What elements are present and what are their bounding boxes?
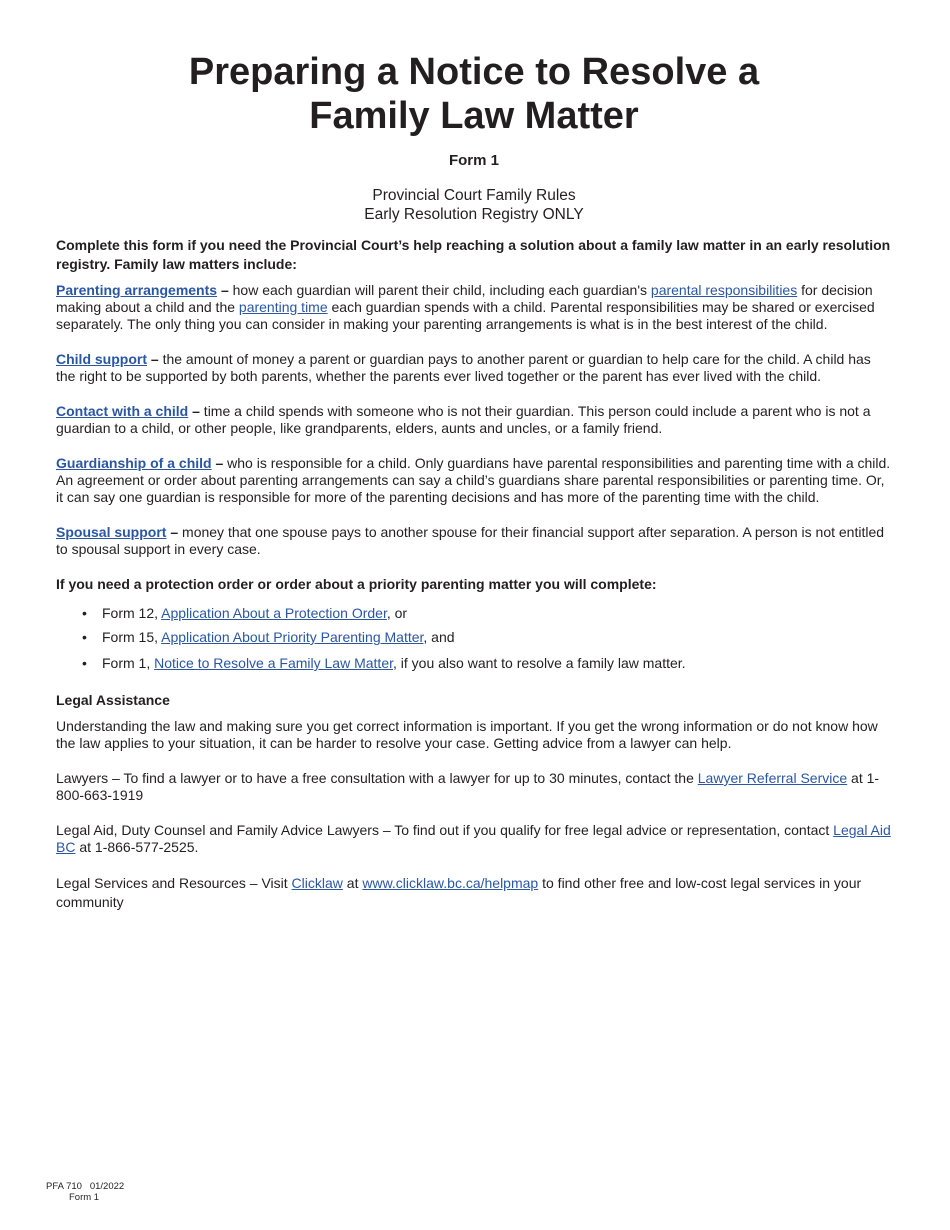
list-item	[82, 605, 892, 622]
definition-parenting	[56, 282, 892, 333]
lawyers-paragraph	[56, 770, 892, 804]
list-item-suffix: , if you also want to resolve a family law matter.	[393, 655, 686, 671]
definition-text: each guardian spends with a child. Parental responsibilities may be shared or exercised separately. The only thing you can consider in making your parenting arrangements is what is in the best interest of the child.	[56, 299, 875, 332]
definition-text: money that one spouse pays to another spouse for their financial support after separation. A person is not entitled to spousal support in every case.	[56, 524, 885, 557]
paragraph-text: Lawyers – To find a lawyer or to have a free consultation with a lawyer for up to 30 minutes, contact the	[56, 770, 698, 786]
definition-child-support	[56, 351, 892, 385]
legal-intro: Understanding the law and making sure you get correct information is important. If you get the wrong information or do not know how the law applies to your situation, it can be harder to resolve your case. Getting advice from a lawyer can help.	[56, 718, 878, 751]
clicklaw-link[interactable]: Clicklaw	[291, 875, 343, 891]
definition-text: how each guardian will parent their child, including each guardian's	[228, 282, 651, 298]
form-label: Form 1	[448, 152, 499, 169]
helpmap-url-link[interactable]: www.clicklaw.bc.ca/helpmap	[362, 875, 539, 891]
page-footer	[46, 1181, 124, 1203]
list-item-prefix: Form 12,	[102, 605, 162, 621]
paragraph-text: Legal Aid, Duty Counsel and Family Advice Lawyers – To find out if you qualify for free legal advice or representation, contact	[56, 822, 834, 838]
paragraph-text: at 1-866-577-2525.	[75, 839, 199, 855]
list-item-suffix: , and	[423, 629, 455, 645]
rules-line-2: Early Resolution Registry ONLY	[364, 206, 584, 223]
parenting-arrangements-link[interactable]: Parenting arrangements	[56, 282, 218, 298]
dash: –	[217, 282, 229, 298]
form-list	[56, 605, 892, 672]
paragraph-text: to find other free and low-cost legal services in your community	[56, 875, 862, 910]
notice-to-resolve-link[interactable]: Notice to Resolve a Family Law Matter	[154, 655, 393, 671]
priority-parenting-link[interactable]: Application About Priority Parenting Matter	[161, 629, 424, 645]
definition-text: for decision making about a child and the	[56, 282, 873, 315]
legal-assistance-heading: Legal Assistance	[56, 692, 170, 708]
list-item-prefix: Form 15,	[102, 629, 162, 645]
dash: –	[211, 455, 224, 471]
parental-responsibilities-link[interactable]: parental responsibilities	[650, 282, 798, 298]
definition-text: who is responsible for a child. Only guardians have parental responsibilities and parenting time with a child. An agreement or order about parenting arrangements can say a child’s guardians share parental responsibilities or parenting time. Or, it can say one guardian is responsible for more of the parenting decisions and has more of the parenting time with the child.	[56, 455, 891, 505]
legal-aid-paragraph	[56, 822, 892, 856]
rules-line-1: Provincial Court Family Rules	[372, 187, 576, 204]
paragraph-text: at	[342, 875, 363, 891]
paragraph-text: Legal Services and Resources – Visit	[56, 875, 292, 891]
intro-text: Complete this form if you need the Provincial Court’s help reaching a solution about a family law matter in an early resolution registry. Family law matters include:	[56, 237, 891, 272]
contact-with-child-link[interactable]: Contact with a child	[56, 403, 189, 419]
paragraph-text: at 1-800-663-1919	[56, 770, 880, 803]
list-item	[82, 655, 892, 672]
dash: –	[166, 524, 179, 540]
page-title	[56, 50, 892, 138]
protection-heading: If you need a protection order or order about a priority parenting matter you will complete:	[56, 576, 657, 592]
definition-spousal	[56, 524, 892, 558]
list-item-prefix: Form 1,	[102, 655, 155, 671]
child-support-link[interactable]: Child support	[56, 351, 147, 367]
guardianship-link[interactable]: Guardianship of a child	[56, 455, 212, 471]
document-page	[56, 0, 892, 912]
resources-paragraph	[56, 874, 892, 912]
spousal-support-link[interactable]: Spousal support	[56, 524, 167, 540]
definition-guardianship	[56, 455, 892, 506]
title-line-1: Preparing a Notice to Resolve a	[188, 51, 760, 93]
legal-aid-bc-link[interactable]: Legal Aid BC	[56, 822, 891, 855]
list-item-suffix: , or	[386, 605, 408, 621]
protection-order-link[interactable]: Application About a Protection Order	[161, 605, 387, 621]
list-item	[82, 629, 892, 646]
title-line-2: Family Law Matter	[309, 95, 639, 137]
rules-block	[56, 186, 892, 224]
footer-form: Form 1	[69, 1192, 100, 1203]
dash: –	[188, 403, 200, 419]
parenting-time-link[interactable]: parenting time	[238, 299, 328, 315]
definition-text: the amount of money a parent or guardian pays to another parent or guardian to help care for the child. A child has the right to be supported by both parents, whether the parents ever lived together or the parent has ever lived with the child.	[56, 351, 871, 384]
dash: –	[147, 351, 159, 367]
lawyer-referral-link[interactable]: Lawyer Referral Service	[697, 770, 848, 786]
definition-text: time a child spends with someone who is not their guardian. This person could include a parent who is not a guardian to a child, or other people, like grandparents, elders, aunts and uncles, or a family friend.	[56, 403, 871, 436]
definition-contact	[56, 403, 892, 437]
footer-code: PFA 710 01/2022	[46, 1181, 125, 1192]
